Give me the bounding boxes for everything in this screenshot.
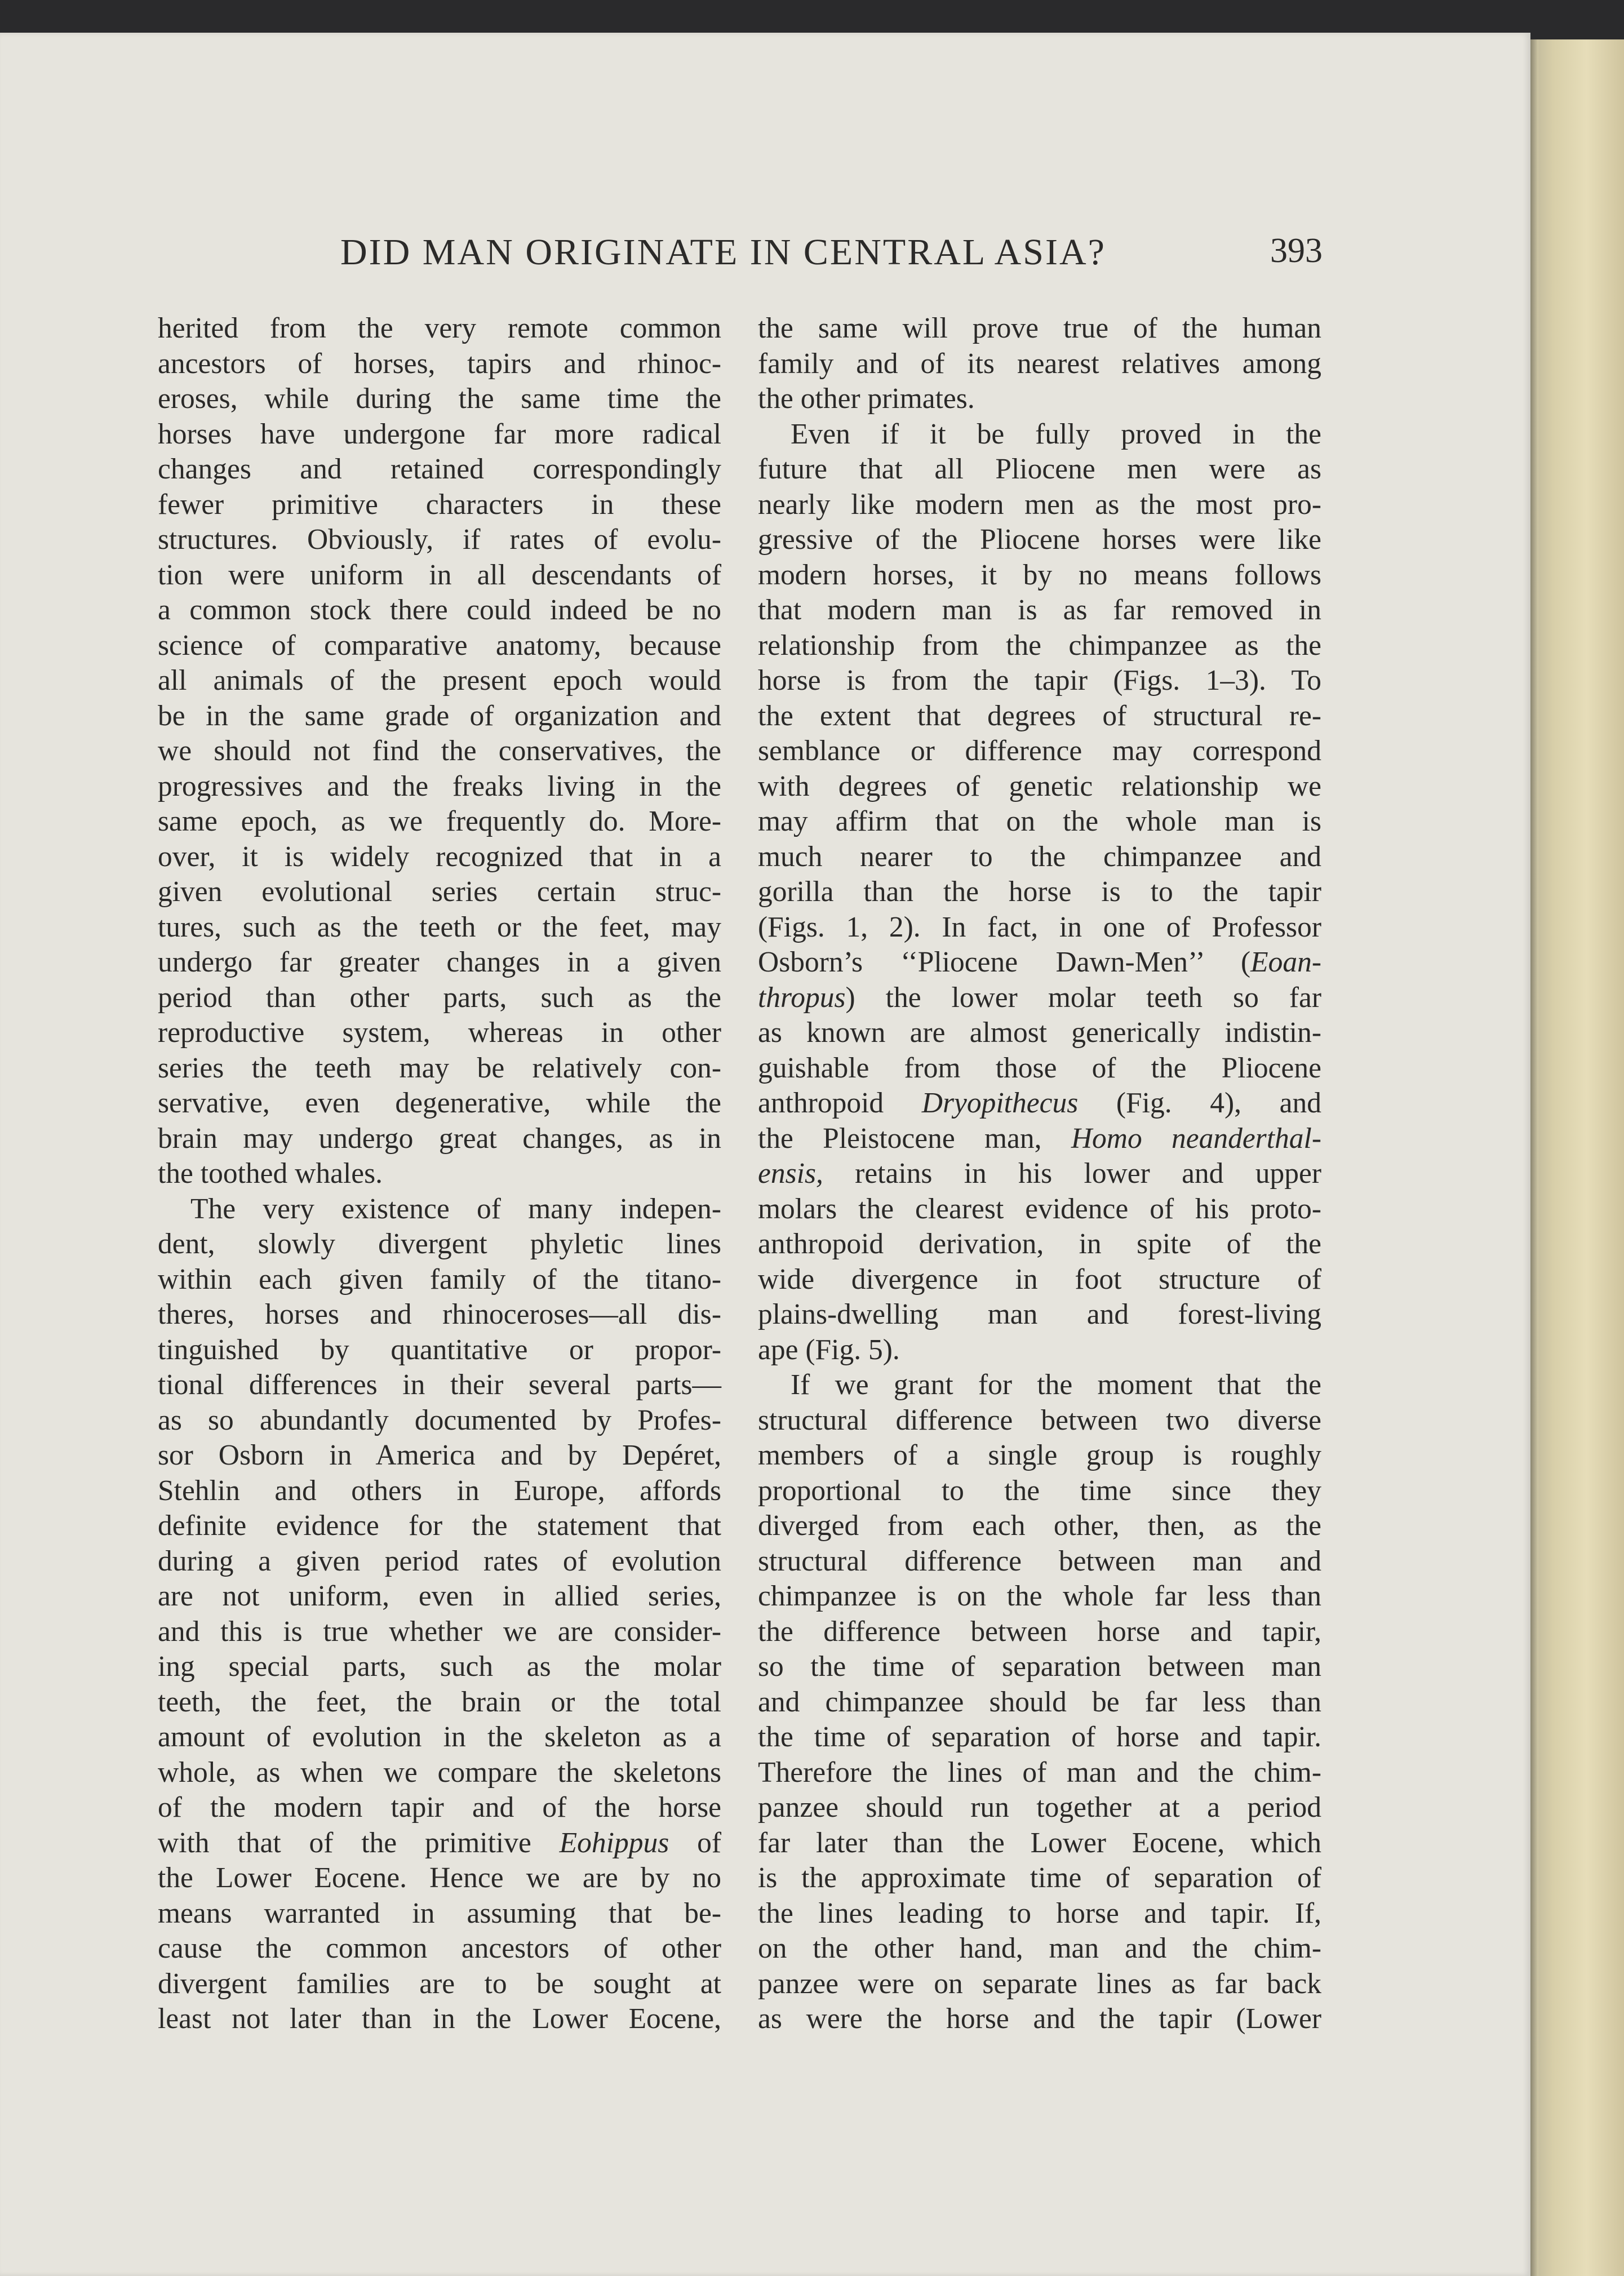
text-line: The very existence of many indepen- xyxy=(190,1192,721,1225)
text-line: changes and retained correspondingly xyxy=(158,453,721,485)
text-line: herited from the very remote common xyxy=(158,312,721,344)
line-text: Osborn’s ‘‘Pliocene Dawn-Men’’ ( xyxy=(758,946,1251,978)
text-line: the time of separation of horse and tapir. xyxy=(758,1721,1321,1753)
text-line: Stehlin and others in Europe, affords xyxy=(158,1474,721,1507)
text-line: as so abundantly documented by Profes- xyxy=(158,1404,721,1436)
text-line: divergent families are to be sought at xyxy=(158,1967,721,2000)
text-line: amount of evolution in the skeleton as a xyxy=(158,1721,721,1753)
text-line: the Lower Eocene. Hence we are by no xyxy=(158,1862,721,1894)
page-edge xyxy=(1530,39,1624,2276)
text-line: progressives and the freaks living in the xyxy=(158,770,721,802)
text-line: structures. Obviously, if rates of evolu- xyxy=(158,523,721,556)
text-line: structural difference between two diverse xyxy=(758,1404,1321,1436)
text-line xyxy=(758,1086,1321,1121)
text-line: least not later than in the Lower Eocene, xyxy=(158,2003,721,2035)
text-line: undergo far greater changes in a given xyxy=(158,946,721,978)
text-line: as were the horse and the tapir (Lower xyxy=(758,2003,1321,2035)
text-line: sor Osborn in America and by Depéret, xyxy=(158,1439,721,1471)
text-line: guishable from those of the Pliocene xyxy=(758,1052,1321,1084)
line-text-after: (Fig. 4), and xyxy=(1078,1087,1322,1119)
page-header xyxy=(0,231,1530,276)
text-line: Even if it be fully proved in the xyxy=(791,418,1321,450)
italic-term: Dryopithecus xyxy=(921,1087,1079,1119)
text-line: wide divergence in foot structure of xyxy=(758,1263,1321,1295)
text-line: members of a single group is roughly xyxy=(758,1439,1321,1471)
right-column xyxy=(758,311,1321,2037)
text-line: may affirm that on the whole man is xyxy=(758,805,1321,837)
text-line: and this is true whether we are consider- xyxy=(158,1615,721,1648)
text-line: If we grant for the moment that the xyxy=(791,1369,1321,1401)
text-line: so the time of separation between man xyxy=(758,1651,1321,1683)
text-line xyxy=(758,981,1321,1016)
text-line xyxy=(158,1826,721,1861)
text-line: semblance or difference may correspond xyxy=(758,735,1321,767)
text-line: horses have undergone far more radical xyxy=(158,418,721,450)
text-line: the extent that degrees of structural re- xyxy=(758,699,1321,732)
line-text-after: retains in his lower and upper xyxy=(823,1157,1321,1190)
text-line: horse is from the tapir (Figs. 1–3). To xyxy=(758,664,1321,696)
text-line: teeth, the feet, the brain or the total xyxy=(158,1685,721,1718)
text-line xyxy=(758,1156,1321,1192)
text-line: given evolutional series certain struc- xyxy=(158,876,721,908)
line-text-after: ) the lower molar teeth so far xyxy=(845,981,1321,1014)
text-line: chimpanzee is on the whole far less than xyxy=(758,1580,1321,1612)
text-line: during a given period rates of evolution xyxy=(158,1545,721,1577)
line-text: with that of the primitive xyxy=(158,1826,560,1859)
text-line: the same will prove true of the human xyxy=(758,312,1321,344)
text-line: tures, such as the teeth or the feet, may xyxy=(158,911,721,943)
text-line: over, it is widely recognized that in a xyxy=(158,840,721,873)
text-line: dent, slowly divergent phyletic lines xyxy=(158,1228,721,1260)
text-line: same epoch, as we frequently do. More- xyxy=(158,805,721,837)
text-line xyxy=(758,1121,1321,1157)
italic-term: ensis, xyxy=(758,1157,823,1190)
text-line: servative, even degenerative, while the xyxy=(158,1087,721,1119)
text-line: that modern man is as far removed in xyxy=(758,594,1321,626)
text-line: as known are almost generically indistin- xyxy=(758,1017,1321,1049)
text-line: a common stock there could indeed be no xyxy=(158,594,721,626)
text-line: whole, as when we compare the skeletons xyxy=(158,1756,721,1789)
text-line: reproductive system, whereas in other xyxy=(158,1017,721,1049)
text-line: theres, horses and rhinoceroses—all dis- xyxy=(158,1298,721,1330)
line-text-after: of xyxy=(669,1826,721,1859)
text-line: far later than the Lower Eocene, which xyxy=(758,1826,1321,1859)
left-column xyxy=(158,311,721,2037)
text-line: future that all Pliocene men were as xyxy=(758,453,1321,485)
text-line: (Figs. 1, 2). In fact, in one of Professor xyxy=(758,911,1321,943)
text-line: the other primates. xyxy=(758,383,975,415)
text-line: the toothed whales. xyxy=(158,1157,383,1190)
text-line: panzee should run together at a period xyxy=(758,1791,1321,1824)
text-line: plains-dwelling man and forest-living xyxy=(758,1298,1321,1330)
text-line: tional differences in their several parts— xyxy=(158,1369,721,1401)
text-line: within each given family of the titano- xyxy=(158,1263,721,1295)
text-line: proportional to the time since they xyxy=(758,1474,1321,1507)
text-line: is the approximate time of separation of xyxy=(758,1862,1321,1894)
text-line: structural difference between man and xyxy=(758,1545,1321,1577)
text-line: ape (Fig. 5). xyxy=(758,1333,900,1366)
text-line: of the modern tapir and of the horse xyxy=(158,1791,721,1824)
text-line: panzee were on separate lines as far back xyxy=(758,1967,1321,2000)
text-line: gorilla than the horse is to the tapir xyxy=(758,876,1321,908)
text-line: molars the clearest evidence of his proto- xyxy=(758,1192,1321,1225)
text-line: with degrees of genetic relationship we xyxy=(758,770,1321,802)
text-line xyxy=(758,945,1321,981)
text-line: much nearer to the chimpanzee and xyxy=(758,840,1321,873)
page-number: 393 xyxy=(1270,232,1323,270)
text-line: family and of its nearest relatives among xyxy=(758,347,1321,380)
text-line: all animals of the present epoch would xyxy=(158,664,721,696)
text-line: period than other parts, such as the xyxy=(158,981,721,1014)
text-line: nearly like modern men as the most pro- xyxy=(758,488,1321,521)
text-line: gressive of the Pliocene horses were like xyxy=(758,523,1321,556)
text-line: the difference between horse and tapir, xyxy=(758,1615,1321,1648)
text-line: tion were uniform in all descendants of xyxy=(158,558,721,591)
text-line: are not uniform, even in allied series, xyxy=(158,1580,721,1612)
text-line: the lines leading to horse and tapir. If, xyxy=(758,1897,1321,1929)
line-text: the Pleistocene man, xyxy=(758,1122,1071,1155)
text-line: anthropoid derivation, in spite of the xyxy=(758,1228,1321,1260)
text-line: ancestors of horses, tapirs and rhinoc- xyxy=(158,347,721,380)
text-line: eroses, while during the same time the xyxy=(158,383,721,415)
italic-term: Eoan- xyxy=(1250,946,1321,978)
text-line: and chimpanzee should be far less than xyxy=(758,1685,1321,1718)
running-head: DID MAN ORIGINATE IN CENTRAL ASIA? xyxy=(340,232,1106,273)
text-line: on the other hand, man and the chim- xyxy=(758,1932,1321,1964)
text-line: definite evidence for the statement that xyxy=(158,1510,721,1542)
italic-term: Eohippus xyxy=(559,1826,669,1859)
text-line: brain may undergo great changes, as in xyxy=(158,1122,721,1155)
text-line: diverged from each other, then, as the xyxy=(758,1510,1321,1542)
italic-term: thropus xyxy=(758,981,846,1014)
book-page xyxy=(0,33,1530,2276)
text-line: cause the common ancestors of other xyxy=(158,1932,721,1964)
text-line: Therefore the lines of man and the chim- xyxy=(758,1756,1321,1789)
text-line: science of comparative anatomy, because xyxy=(158,629,721,662)
text-line: relationship from the chimpanzee as the xyxy=(758,629,1321,662)
text-line: fewer primitive characters in these xyxy=(158,488,721,521)
text-line: be in the same grade of organization and xyxy=(158,699,721,732)
line-text: anthropoid xyxy=(758,1087,922,1119)
text-line: series the teeth may be relatively con- xyxy=(158,1052,721,1084)
italic-term: Homo neanderthal- xyxy=(1071,1122,1321,1155)
text-line: ing special parts, such as the molar xyxy=(158,1651,721,1683)
text-line: modern horses, it by no means follows xyxy=(758,558,1321,591)
text-line: we should not find the conservatives, the xyxy=(158,735,721,767)
text-line: means warranted in assuming that be- xyxy=(158,1897,721,1929)
text-line: tinguished by quantitative or propor- xyxy=(158,1333,721,1366)
